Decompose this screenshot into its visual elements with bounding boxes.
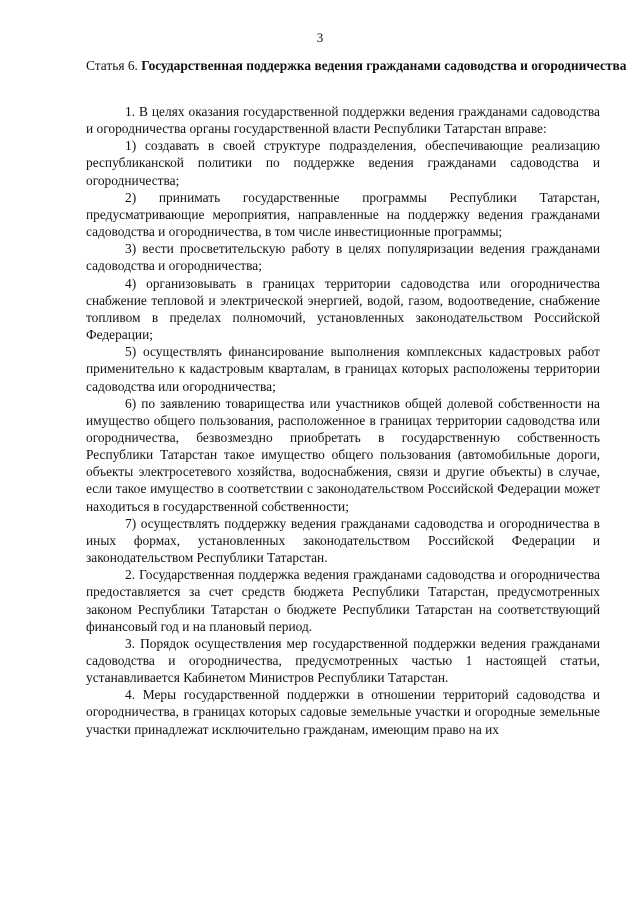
article-body xyxy=(86,103,600,738)
paragraph-item-2: 2) принимать государственные программы Республики Татарстан, предусматривающие мероприятия, направленные на поддержку ведения гражданами садоводства и огородничества, в том числе инвестиционные программы; xyxy=(86,189,600,240)
page-number: 3 xyxy=(316,30,324,45)
article-label: Статья 6. xyxy=(86,58,138,73)
paragraph-item-5: 5) осуществлять финансирование выполнения комплексных кадастровых работ применительно к кадастровым кварталам, в границах которых расположены территории садоводства или огородничества; xyxy=(86,344,600,394)
paragraph-part-2: 2. Государственная поддержка ведения гражданами садоводства и огородничества предоставляется за счет средств бюджета Республики Татарстан, предусмотренных законом Республики Татарстан о бюджете Республики Татарстан на соответствующий финансовый год и на плановый период. xyxy=(86,567,600,634)
article-heading xyxy=(86,57,640,74)
paragraph-item-3: 3) вести просветительскую работу в целях популяризации ведения гражданами садоводства и огородничества; xyxy=(86,241,600,274)
paragraph-item-1: 1) создавать в своей структуре подразделения, обеспечивающие реализацию республиканской политики по поддержке ведения гражданами садоводства и огородничества; xyxy=(86,138,600,188)
paragraph-item-6: 6) по заявлению товарищества или участников общей долевой собственности на имущество общего пользования, расположенное в границах территории садоводства или огородничества, безвозмездно приобретать в государственную собственность Республики Татарстан такое имущество общего пользования (автомобильные дороги, объекты электросетевого хозяйства, водоснабжения, связи и другие объекты) в случае, если такое имущество в соответствии с законодательством Российской Федерации может находиться в государственной собственности; xyxy=(86,395,600,514)
paragraph-item-7: 7) осуществлять поддержку ведения гражданами садоводства и огородничества в иных формах, установленных законодательством Российской Федерации и законодательством Республики Татарстан. xyxy=(86,515,600,566)
paragraph-part-4: 4. Меры государственной поддержки в отношении территорий садоводства и огородничества, в границах которых садовые земельные участки и огородные земельные участки принадлежат исключительно гражданам, имеющим право на их xyxy=(86,687,600,737)
paragraph-part-3: 3. Порядок осуществления мер государственной поддержки ведения гражданами садоводства и огородничества, предусмотренных частью 1 настоящей статьи, устанавливается Кабинетом Министров Республики Татарстан. xyxy=(86,635,600,686)
paragraph-part-1-intro: 1. В целях оказания государственной поддержки ведения гражданами садоводства и огородничества органы государственной власти Республики Татарстан вправе: xyxy=(86,104,600,137)
paragraph-item-4: 4) организовывать в границах территории садоводства или огородничества снабжение тепловой и электрической энергией, водой, газом, водоотведение, снабжение топливом в пределах полномочий, установленных законодательством Российской Федерации; xyxy=(86,275,600,343)
article-title: Государственная поддержка ведения гражданами садоводства и огородничества xyxy=(141,58,627,73)
